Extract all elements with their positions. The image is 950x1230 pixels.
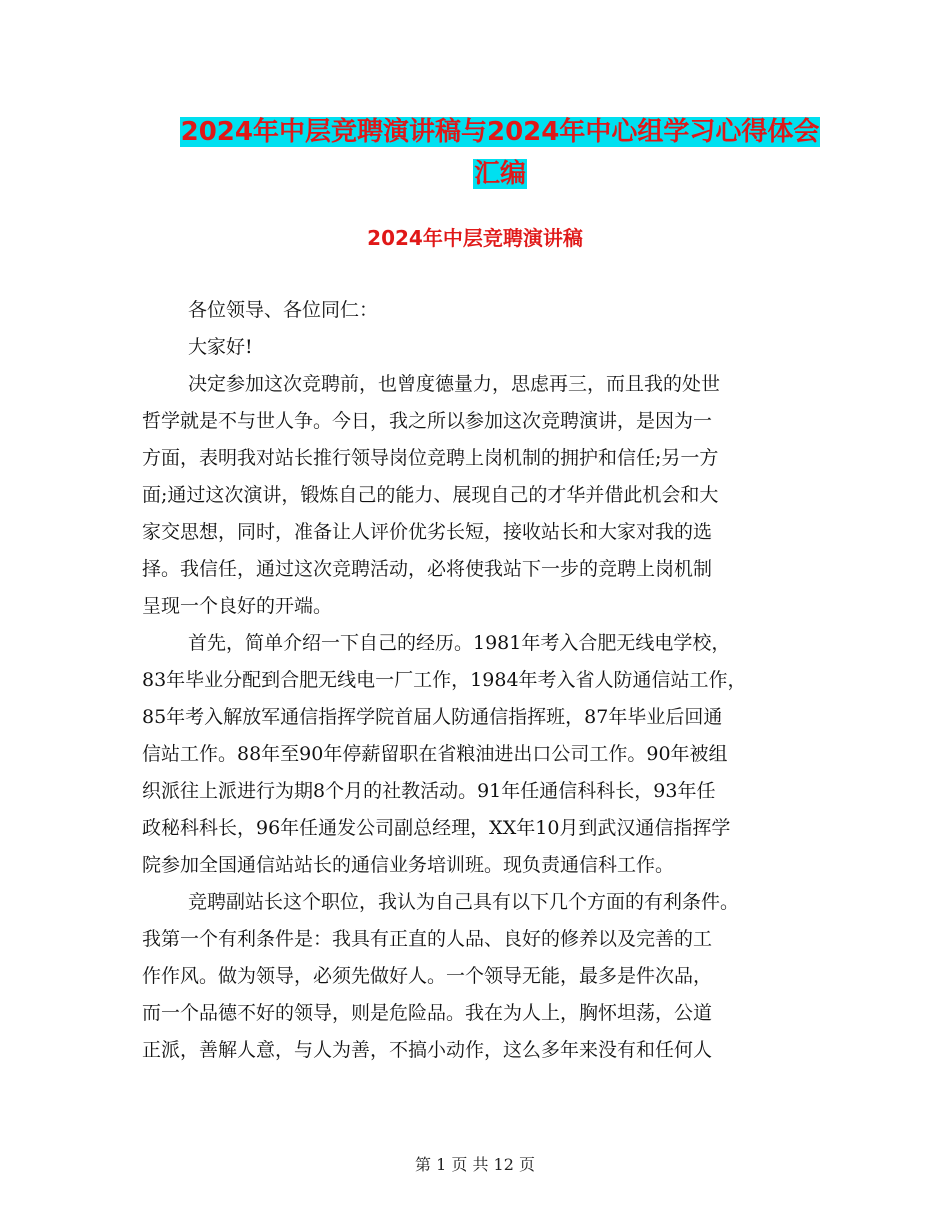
body-line: 85年考入解放军通信指挥学院首届人防通信指挥班，87年毕业后回通 <box>142 706 723 728</box>
body-line: 竞聘副站长这个职位，我认为自己具有以下几个方面的有利条件。 <box>188 891 740 913</box>
body-line: 呈现一个良好的开端。 <box>142 595 333 617</box>
body-line: 面;通过这次演讲，锻炼自己的能力、展现自己的才华并借此机会和大 <box>142 484 719 506</box>
body-line: 大家好! <box>188 336 253 358</box>
body-line: 院参加全国通信站站长的通信业务培训班。现负责通信科工作。 <box>142 854 675 876</box>
document-title-text-2: 汇编 <box>473 159 526 189</box>
body-line: 各位领导、各位同仁： <box>188 299 379 321</box>
body-line: 政秘科科长，96年任通发公司副总经理，XX年10月到武汉通信指挥学 <box>142 817 731 839</box>
body-line: 首先，简单介绍一下自己的经历。1981年考入合肥无线电学校， <box>188 632 731 654</box>
document-title-line-1 <box>120 112 880 152</box>
body-text <box>142 292 802 1069</box>
body-line: 织派往上派进行为期8个月的社教活动。91年任通信科科长，93年任 <box>142 780 716 802</box>
document-title-line-2 <box>120 154 880 194</box>
body-line: 而一个品德不好的领导，则是危险品。我在为人上，胸怀坦荡，公道 <box>142 1002 713 1024</box>
body-line: 方面，表明我对站长推行领导岗位竞聘上岗机制的拥护和信任;另一方 <box>142 447 719 469</box>
section-heading: 2024年中层竞聘演讲稿 <box>367 226 583 250</box>
body-line: 择。我信任，通过这次竞聘活动，必将使我站下一步的竞聘上岗机制 <box>142 558 713 580</box>
body-line: 家交思想，同时，准备让人评价优劣长短，接收站长和大家对我的选 <box>142 521 713 543</box>
document-title-text-1: 2024年中层竞聘演讲稿与2024年中心组学习心得体会 <box>180 117 820 147</box>
body-line: 哲学就是不与世人争。今日，我之所以参加这次竞聘演讲，是因为一 <box>142 410 713 432</box>
body-line: 决定参加这次竞聘前，也曾度德量力，思虑再三，而且我的处世 <box>188 373 721 395</box>
body-line: 作作风。做为领导，必须先做好人。一个领导无能，最多是件次品， <box>142 965 713 987</box>
body-line: 正派，善解人意，与人为善，不搞小动作，这么多年来没有和任何人 <box>142 1039 713 1061</box>
body-line: 信站工作。88年至90年停薪留职在省粮油进出口公司工作。90年被组 <box>142 743 728 765</box>
body-line: 我第一个有利条件是：我具有正直的人品、良好的修养以及完善的工 <box>142 928 713 950</box>
page-footer: 第 1 页 共 12 页 <box>415 1155 535 1174</box>
body-line: 83年毕业分配到合肥无线电一厂工作，1984年考入省人防通信站工作， <box>142 669 747 691</box>
